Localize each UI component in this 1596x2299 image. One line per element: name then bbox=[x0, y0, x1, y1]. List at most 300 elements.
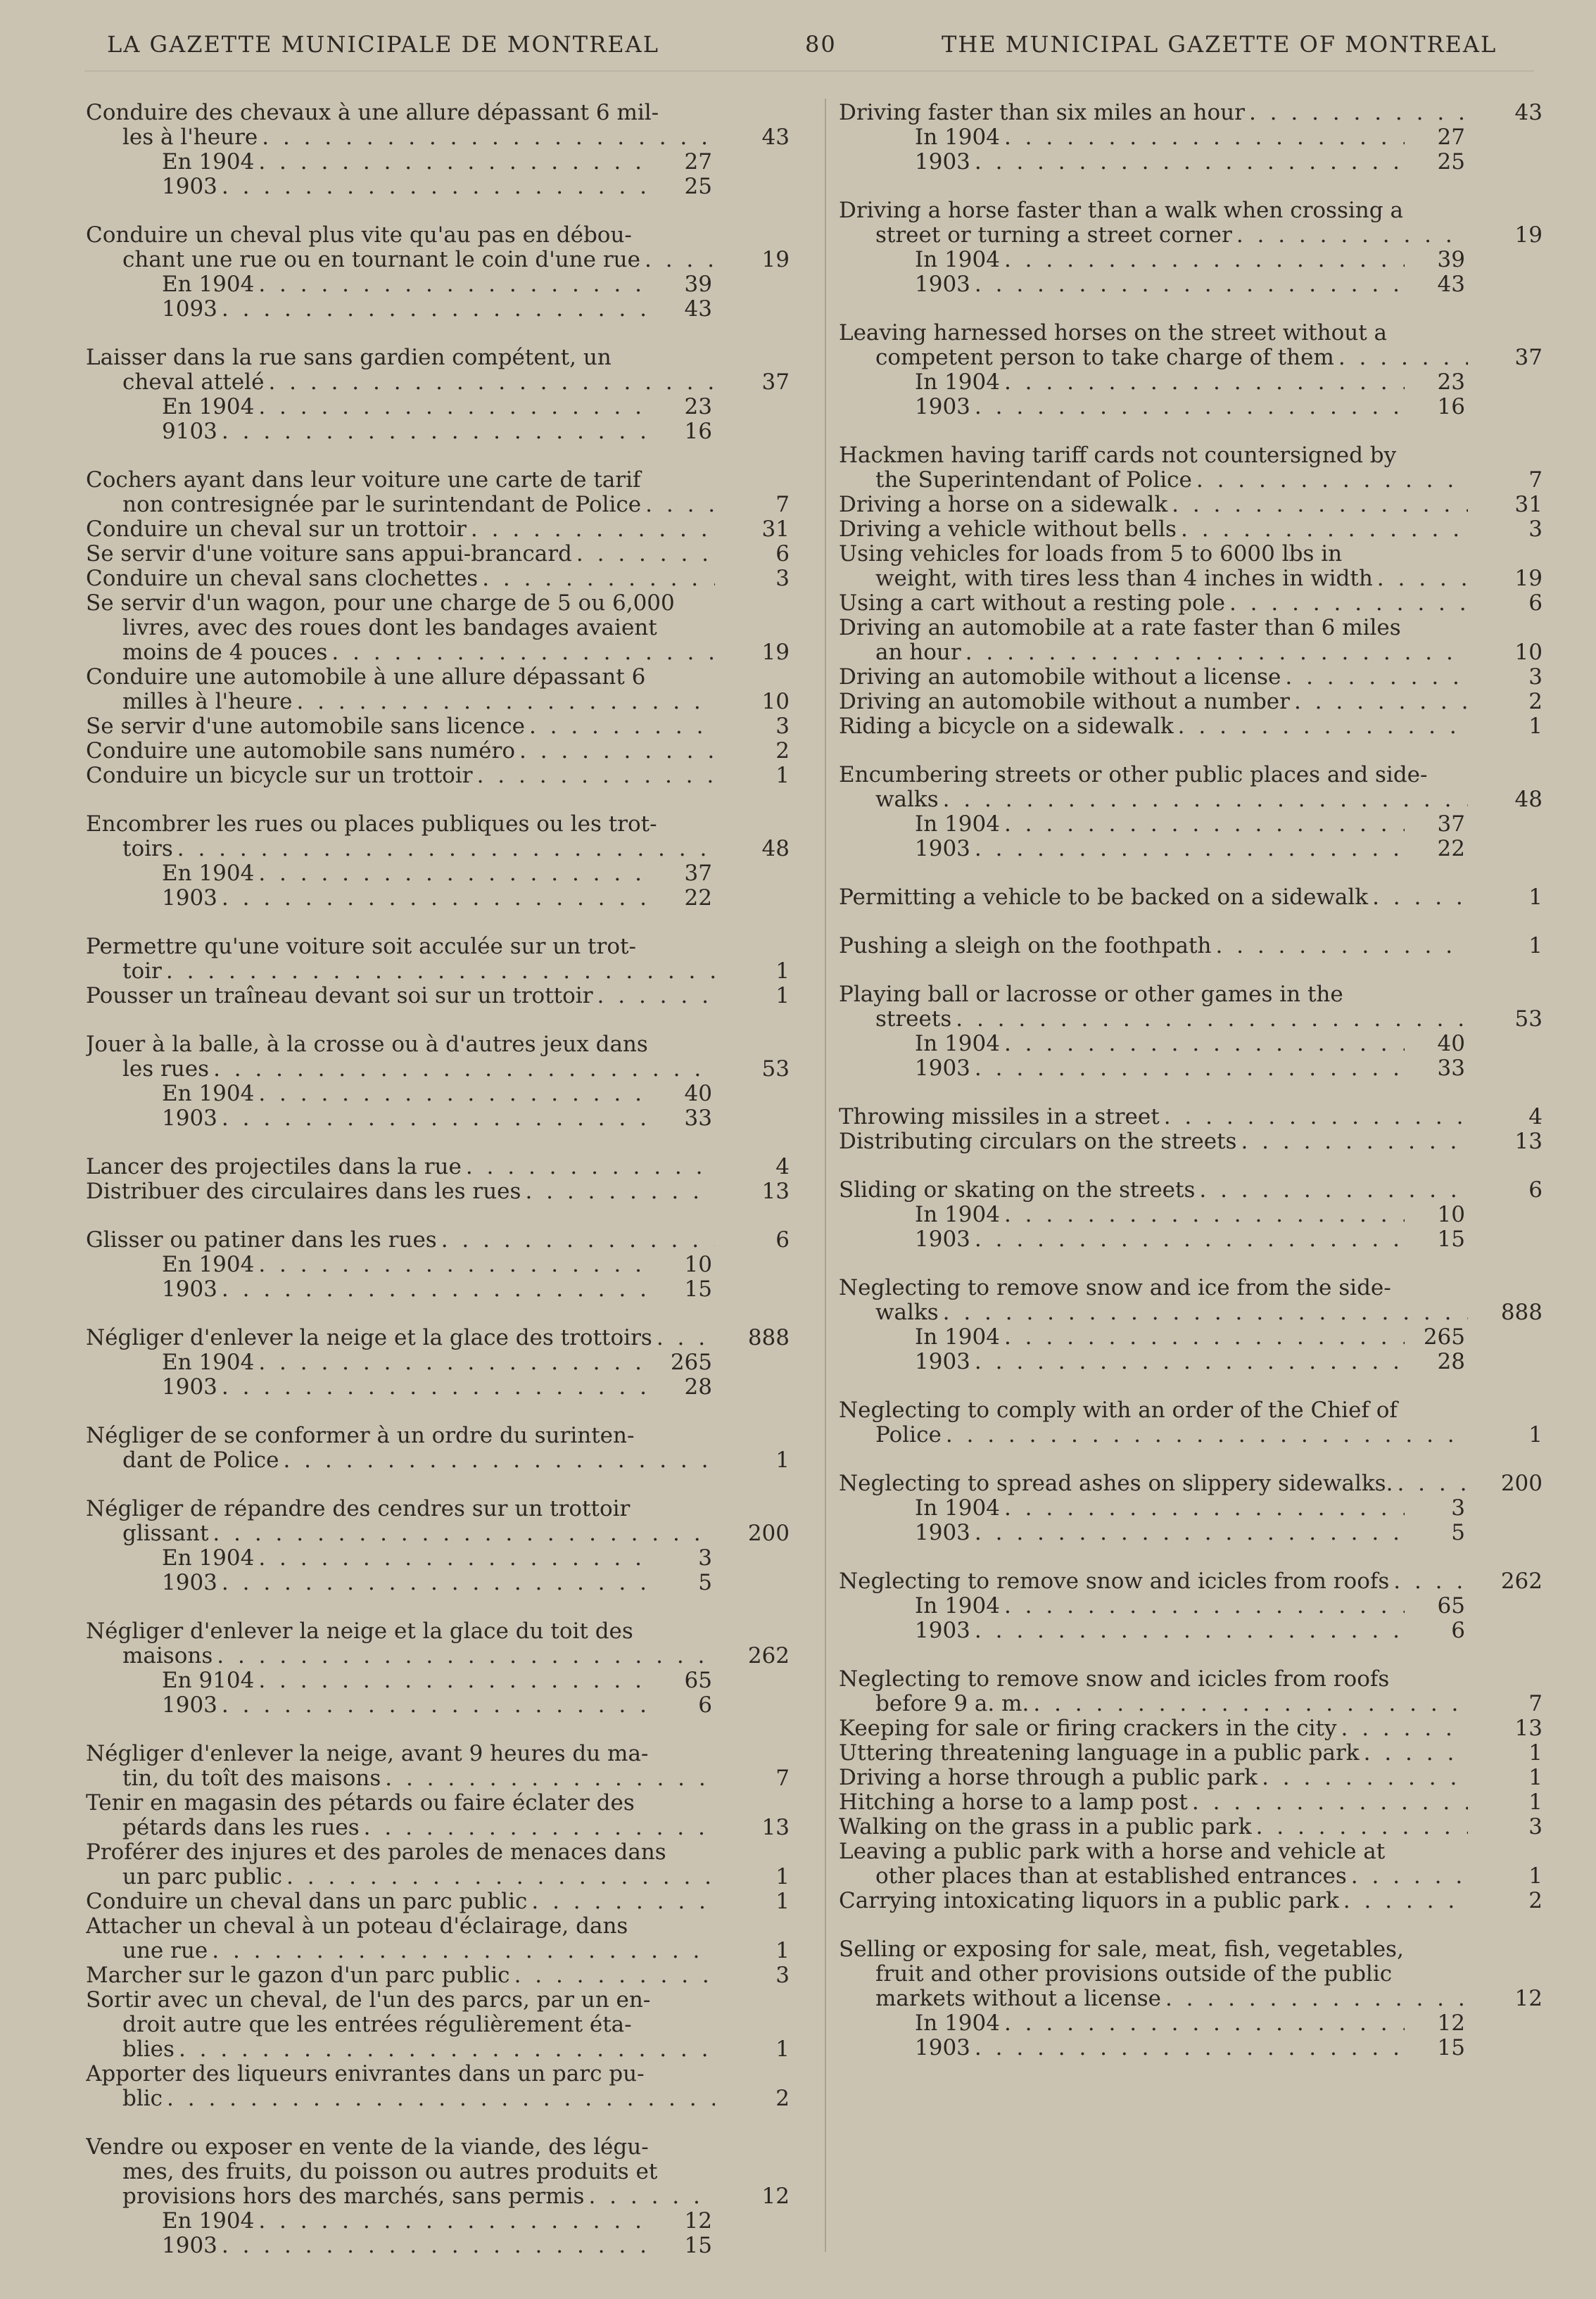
offence-line-with-total bbox=[839, 1300, 1543, 1325]
year-label: In 1904 bbox=[915, 1594, 1000, 1619]
offence-line-with-total bbox=[86, 248, 790, 272]
year-row bbox=[86, 297, 712, 322]
year-count: 40 bbox=[1437, 1032, 1465, 1056]
offence-line-with-total bbox=[839, 1129, 1543, 1154]
offence-text: Driving an automobile without a number bbox=[839, 690, 1290, 714]
year-count: 25 bbox=[1437, 150, 1465, 175]
dot-leader bbox=[222, 886, 652, 911]
offence-line bbox=[86, 1424, 790, 1448]
year-label: En 1904 bbox=[162, 1350, 255, 1375]
dot-leader bbox=[177, 837, 715, 861]
dot-leader bbox=[179, 2037, 715, 2062]
offence-text: weight, with tires less than 4 inches in width bbox=[875, 566, 1373, 591]
offence-total: 43 bbox=[1514, 101, 1543, 125]
year-count: 22 bbox=[1437, 837, 1465, 861]
offence-entry bbox=[839, 885, 1543, 910]
offence-line-with-total bbox=[839, 1790, 1543, 1815]
dot-leader bbox=[1364, 1741, 1468, 1766]
year-count: 23 bbox=[1437, 370, 1465, 395]
offence-line bbox=[86, 2135, 790, 2160]
offence-text: un parc public bbox=[122, 1865, 282, 1889]
dot-leader bbox=[943, 787, 1468, 812]
offence-entry bbox=[839, 443, 1543, 493]
dot-leader bbox=[1377, 566, 1468, 591]
offence-line bbox=[86, 935, 790, 959]
dot-leader bbox=[645, 248, 715, 272]
offence-line-with-total bbox=[839, 566, 1543, 591]
offence-total: 1 bbox=[775, 2037, 790, 2062]
offence-entry bbox=[839, 198, 1543, 297]
year-count: 15 bbox=[1437, 1227, 1465, 1252]
offence-line-with-total bbox=[839, 1471, 1543, 1496]
offence-text: Tenir en magasin des pétards ou faire éclater des bbox=[86, 1791, 635, 1816]
year-row bbox=[839, 1203, 1465, 1227]
dot-leader bbox=[1004, 2011, 1405, 2036]
offence-line-with-total bbox=[86, 1865, 790, 1889]
year-label: In 1904 bbox=[915, 812, 1000, 837]
dot-leader bbox=[514, 1963, 715, 1988]
year-row bbox=[839, 1056, 1465, 1081]
dot-leader bbox=[222, 2234, 652, 2258]
year-label: 1903 bbox=[915, 1619, 970, 1643]
year-row bbox=[839, 272, 1465, 297]
year-label: 1903 bbox=[915, 395, 970, 419]
year-count: 3 bbox=[1451, 1496, 1465, 1521]
dot-leader bbox=[943, 1300, 1468, 1325]
offence-text: Neglecting to remove snow and icicles from roofs bbox=[839, 1569, 1390, 1594]
offence-entry bbox=[86, 984, 790, 1008]
offence-text: milles à l'heure bbox=[122, 690, 293, 714]
dot-leader bbox=[519, 739, 715, 764]
offence-entry bbox=[839, 493, 1543, 517]
offence-line-with-total bbox=[839, 1105, 1543, 1129]
offence-entry bbox=[86, 2135, 790, 2258]
offence-text: Conduire un cheval sans clochettes bbox=[86, 566, 479, 591]
offence-text: Conduire des chevaux à une allure dépassant 6 mil- bbox=[86, 101, 659, 125]
year-label: En 1904 bbox=[162, 1082, 255, 1106]
dot-leader bbox=[975, 395, 1405, 419]
offence-total: 13 bbox=[761, 1816, 790, 1840]
year-count: 27 bbox=[1437, 125, 1465, 150]
offence-line-with-total bbox=[839, 640, 1543, 665]
offence-line-with-total bbox=[86, 690, 790, 714]
year-label: In 1904 bbox=[915, 2011, 1000, 2036]
dot-leader bbox=[258, 395, 652, 419]
offence-line-with-total bbox=[839, 1741, 1543, 1766]
dot-leader bbox=[1178, 714, 1468, 739]
offence-text: Hackmen having tariff cards not countersigned by bbox=[839, 443, 1397, 468]
offence-total: 1 bbox=[775, 1939, 790, 1963]
offence-line-with-total bbox=[86, 542, 790, 566]
offence-text: streets bbox=[875, 1007, 952, 1032]
dot-leader bbox=[222, 1277, 652, 1302]
offence-total: 1 bbox=[1528, 1766, 1543, 1790]
offence-total: 10 bbox=[761, 690, 790, 714]
year-row bbox=[86, 150, 712, 175]
offence-total: 1 bbox=[775, 1448, 790, 1473]
dot-leader bbox=[645, 493, 715, 517]
offence-text: droit autre que les entrées régulièrement éta- bbox=[122, 2013, 632, 2037]
year-label: En 1904 bbox=[162, 1546, 255, 1571]
header-french-title: LA GAZETTE MUNICIPALE DE MONTREAL bbox=[107, 31, 659, 58]
dot-leader bbox=[212, 1939, 715, 1963]
dot-leader bbox=[1004, 125, 1405, 150]
year-label: En 1904 bbox=[162, 861, 255, 886]
offence-entry bbox=[86, 739, 790, 764]
dot-leader bbox=[1256, 1815, 1468, 1839]
offence-total: 3 bbox=[775, 714, 790, 739]
dot-leader bbox=[529, 714, 715, 739]
offence-entry bbox=[86, 1963, 790, 1988]
year-label: En 1904 bbox=[162, 1253, 255, 1277]
year-count: 265 bbox=[670, 1350, 712, 1375]
offence-entry bbox=[86, 346, 790, 444]
offence-entry bbox=[86, 1988, 790, 2062]
dot-leader bbox=[1165, 1987, 1468, 2011]
offence-line-with-total bbox=[839, 1569, 1543, 1594]
offence-text: Walking on the grass in a public park bbox=[839, 1815, 1252, 1839]
offence-total: 19 bbox=[761, 640, 790, 665]
year-label: 1903 bbox=[162, 1277, 217, 1302]
offence-total: 31 bbox=[1514, 493, 1543, 517]
offence-entry bbox=[839, 1815, 1543, 1839]
offence-line-with-total bbox=[86, 837, 790, 861]
offence-text: maisons bbox=[122, 1644, 213, 1668]
offence-entry bbox=[86, 101, 790, 199]
offence-total: 6 bbox=[775, 542, 790, 566]
offence-total: 262 bbox=[1500, 1569, 1543, 1594]
offence-text: competent person to take charge of them bbox=[875, 346, 1334, 370]
offence-line bbox=[839, 1276, 1543, 1300]
offence-entry bbox=[839, 591, 1543, 616]
dot-leader bbox=[1004, 248, 1405, 272]
offence-text: une rue bbox=[122, 1939, 208, 1963]
offence-line bbox=[86, 2160, 790, 2184]
english-column bbox=[839, 101, 1543, 2060]
dot-leader bbox=[258, 1546, 652, 1571]
dot-leader bbox=[477, 764, 715, 788]
offence-line-with-total bbox=[839, 517, 1543, 542]
offence-text: Négliger de répandre des cendres sur un trottoir bbox=[86, 1497, 631, 1521]
offence-total: 1 bbox=[1528, 714, 1543, 739]
dot-leader bbox=[1033, 1692, 1468, 1716]
offence-total: 3 bbox=[1528, 1815, 1543, 1839]
year-label: En 1904 bbox=[162, 395, 255, 419]
offence-text: Encumbering streets or other public places and side- bbox=[839, 763, 1428, 787]
dot-leader bbox=[588, 2184, 715, 2209]
offence-entry bbox=[86, 1914, 790, 1963]
offence-line bbox=[86, 346, 790, 370]
offence-text: les à l'heure bbox=[122, 125, 258, 150]
offence-entry bbox=[86, 764, 790, 788]
dot-leader bbox=[1285, 665, 1468, 690]
offence-text: Glisser ou patiner dans les rues bbox=[86, 1228, 437, 1253]
offence-total: 1 bbox=[1528, 1741, 1543, 1766]
dot-leader bbox=[258, 861, 652, 886]
offence-total: 3 bbox=[1528, 665, 1543, 690]
dot-leader bbox=[167, 2086, 715, 2111]
offence-total: 2 bbox=[775, 739, 790, 764]
offence-total: 2 bbox=[1528, 690, 1543, 714]
offence-entry bbox=[839, 1276, 1543, 1374]
offence-entry bbox=[839, 1790, 1543, 1815]
year-row bbox=[839, 1521, 1465, 1545]
offence-text: glissant bbox=[122, 1521, 209, 1546]
offence-text: pétards dans les rues bbox=[122, 1816, 360, 1840]
year-label: 1903 bbox=[915, 272, 970, 297]
year-label: 1903 bbox=[162, 1106, 217, 1131]
offence-line-with-total bbox=[839, 690, 1543, 714]
offence-text: blies bbox=[122, 2037, 175, 2062]
offence-entry bbox=[86, 2062, 790, 2111]
year-label: In 1904 bbox=[915, 248, 1000, 272]
dot-leader bbox=[1262, 1766, 1468, 1790]
offence-text: Distributing circulars on the streets bbox=[839, 1129, 1237, 1154]
year-count: 15 bbox=[1437, 2036, 1465, 2060]
offence-line-with-total bbox=[86, 1644, 790, 1668]
offence-line-with-total bbox=[839, 665, 1543, 690]
offence-text: Driving an automobile without a license bbox=[839, 665, 1281, 690]
offence-entry bbox=[86, 223, 790, 322]
page-number: 80 bbox=[805, 31, 837, 58]
offence-total: 43 bbox=[761, 125, 790, 150]
year-count: 5 bbox=[698, 1571, 712, 1595]
offence-line bbox=[86, 1840, 790, 1865]
offence-text: mes, des fruits, du poisson ou autres produits et bbox=[122, 2160, 658, 2184]
offence-line bbox=[839, 1667, 1543, 1692]
dot-leader bbox=[364, 1816, 715, 1840]
dot-leader bbox=[1393, 1569, 1468, 1594]
offence-text: Playing ball or lacrosse or other games in the bbox=[839, 982, 1343, 1007]
offence-line-with-total bbox=[839, 1692, 1543, 1716]
offence-line bbox=[839, 198, 1543, 223]
offence-text: Conduire un bicycle sur un trottoir bbox=[86, 764, 473, 788]
offence-entry bbox=[839, 1937, 1543, 2060]
year-label: 1903 bbox=[915, 1056, 970, 1081]
offence-text: provisions hors des marchés, sans permis bbox=[122, 2184, 585, 2209]
dot-leader bbox=[222, 1693, 652, 1718]
offence-total: 200 bbox=[1500, 1471, 1543, 1496]
dot-leader bbox=[975, 1056, 1405, 1081]
year-row bbox=[86, 886, 712, 911]
offence-line-with-total bbox=[839, 101, 1543, 125]
offence-line-with-total bbox=[839, 1889, 1543, 1913]
offence-text: Sliding or skating on the streets bbox=[839, 1178, 1196, 1203]
dot-leader bbox=[975, 837, 1405, 861]
year-row bbox=[86, 395, 712, 419]
offence-text: Sortir avec un cheval, de l'un des parcs, par un en- bbox=[86, 1988, 651, 2013]
offence-entry bbox=[86, 1619, 790, 1718]
offence-line-with-total bbox=[839, 1716, 1543, 1741]
dot-leader bbox=[1004, 1496, 1405, 1521]
offence-line-with-total bbox=[839, 1766, 1543, 1790]
offence-line bbox=[86, 812, 790, 837]
dot-leader bbox=[1181, 517, 1468, 542]
offence-total: 12 bbox=[761, 2184, 790, 2209]
year-count: 265 bbox=[1423, 1325, 1465, 1350]
offence-text: Carrying intoxicating liquors in a public park bbox=[839, 1889, 1339, 1913]
dot-leader bbox=[213, 1521, 715, 1546]
offence-entry bbox=[839, 1105, 1543, 1129]
offence-line-with-total bbox=[839, 346, 1543, 370]
offence-text: cheval attelé bbox=[122, 370, 265, 395]
offence-entry bbox=[839, 934, 1543, 958]
offence-line-with-total bbox=[86, 984, 790, 1008]
offence-text: Leaving a public park with a horse and vehicle at bbox=[839, 1839, 1386, 1864]
offence-text: Négliger d'enlever la neige, avant 9 heures du ma- bbox=[86, 1742, 649, 1766]
year-label: In 1904 bbox=[915, 1032, 1000, 1056]
offence-entry bbox=[839, 1178, 1543, 1252]
offence-entry bbox=[839, 690, 1543, 714]
offence-line bbox=[86, 1619, 790, 1644]
offence-line bbox=[86, 223, 790, 248]
year-count: 43 bbox=[1437, 272, 1465, 297]
offence-total: 2 bbox=[775, 2086, 790, 2111]
offence-line-with-total bbox=[86, 1179, 790, 1204]
year-row bbox=[839, 1325, 1465, 1350]
dot-leader bbox=[975, 1227, 1405, 1252]
offence-entry bbox=[86, 812, 790, 911]
offence-entry bbox=[86, 1179, 790, 1204]
dot-leader bbox=[1004, 1203, 1405, 1227]
offence-line-with-total bbox=[86, 2037, 790, 2062]
offence-text: Pushing a sleigh on the foothpath bbox=[839, 934, 1212, 958]
year-row bbox=[839, 1496, 1465, 1521]
offence-entry bbox=[839, 101, 1543, 175]
dot-leader bbox=[1351, 1864, 1468, 1889]
dot-leader bbox=[1241, 1129, 1468, 1154]
year-label: 1093 bbox=[162, 297, 217, 322]
year-label: 1903 bbox=[162, 1375, 217, 1400]
year-row bbox=[839, 1619, 1465, 1643]
offence-entry bbox=[86, 1424, 790, 1473]
offence-text: Conduire une automobile à une allure dépassant 6 bbox=[86, 665, 646, 690]
offence-line bbox=[839, 1398, 1543, 1423]
year-label: En 1904 bbox=[162, 272, 255, 297]
year-count: 12 bbox=[1437, 2011, 1465, 2036]
offence-text: Police bbox=[875, 1423, 942, 1448]
offence-total: 48 bbox=[1514, 787, 1543, 812]
dot-leader bbox=[1236, 223, 1468, 248]
offence-entry bbox=[86, 935, 790, 984]
dot-leader bbox=[213, 1057, 715, 1082]
offence-text: Driving a horse faster than a walk when crossing a bbox=[839, 198, 1403, 223]
offence-entry bbox=[839, 1839, 1543, 1889]
offence-text: Using a cart without a resting pole bbox=[839, 591, 1225, 616]
offence-line bbox=[86, 1791, 790, 1816]
year-label: In 1904 bbox=[915, 1496, 1000, 1521]
dot-leader bbox=[576, 542, 715, 566]
offence-line-with-total bbox=[839, 1178, 1543, 1203]
offence-text: Pousser un traîneau devant soi sur un trottoir bbox=[86, 984, 593, 1008]
year-row bbox=[86, 175, 712, 199]
dot-leader bbox=[597, 984, 715, 1008]
offence-text: Se servir d'un wagon, pour une charge de 5 ou 6,000 bbox=[86, 591, 675, 616]
offence-total: 262 bbox=[747, 1644, 790, 1668]
dot-leader bbox=[975, 1619, 1405, 1643]
offence-total: 1 bbox=[775, 984, 790, 1008]
offence-text: Driving a horse through a public park bbox=[839, 1766, 1258, 1790]
offence-entry bbox=[839, 1889, 1543, 1913]
header-english-title: THE MUNICIPAL GAZETTE OF MONTREAL bbox=[942, 31, 1497, 58]
year-row bbox=[839, 125, 1465, 150]
offence-text: walks bbox=[875, 787, 939, 812]
offence-line-with-total bbox=[86, 493, 790, 517]
dot-leader bbox=[657, 1326, 715, 1350]
offence-entry bbox=[86, 1228, 790, 1302]
year-row bbox=[839, 1350, 1465, 1374]
year-row bbox=[839, 1227, 1465, 1252]
offence-text: livres, avec des roues dont les bandages avaient bbox=[122, 616, 657, 640]
dot-leader bbox=[1004, 1594, 1405, 1619]
year-count: 37 bbox=[1437, 812, 1465, 837]
offence-text: the Superintendant of Police bbox=[875, 468, 1192, 493]
offence-total: 888 bbox=[747, 1326, 790, 1350]
dot-leader bbox=[441, 1228, 715, 1253]
offence-total: 37 bbox=[1514, 346, 1543, 370]
dot-leader bbox=[975, 1521, 1405, 1545]
offence-line bbox=[86, 665, 790, 690]
offence-entry bbox=[839, 616, 1543, 665]
offence-text: Neglecting to comply with an order of the Chief of bbox=[839, 1398, 1398, 1423]
offence-line bbox=[839, 982, 1543, 1007]
year-row bbox=[86, 1375, 712, 1400]
year-count: 15 bbox=[684, 1277, 712, 1302]
offence-line bbox=[839, 542, 1543, 566]
offence-line bbox=[86, 1497, 790, 1521]
year-row bbox=[86, 1668, 712, 1693]
offence-line-with-total bbox=[86, 517, 790, 542]
offence-text: walks bbox=[875, 1300, 939, 1325]
offence-entry bbox=[86, 665, 790, 714]
year-count: 5 bbox=[1451, 1521, 1465, 1545]
offence-line bbox=[839, 321, 1543, 346]
offence-line-with-total bbox=[86, 566, 790, 591]
offence-text: toirs bbox=[122, 837, 173, 861]
year-count: 43 bbox=[684, 297, 712, 322]
offence-line-with-total bbox=[86, 640, 790, 665]
offence-text: Conduire un cheval dans un parc public bbox=[86, 1889, 528, 1914]
year-count: 6 bbox=[1451, 1619, 1465, 1643]
year-row bbox=[86, 1106, 712, 1131]
year-count: 6 bbox=[698, 1693, 712, 1718]
offence-line-with-total bbox=[839, 493, 1543, 517]
dot-leader bbox=[1192, 1790, 1468, 1815]
offence-text: Cochers ayant dans leur voiture une carte de tarif bbox=[86, 468, 641, 493]
dot-leader bbox=[222, 1375, 652, 1400]
offence-line-with-total bbox=[86, 370, 790, 395]
offence-entry bbox=[839, 517, 1543, 542]
offence-entry bbox=[839, 714, 1543, 739]
offence-text: Conduire un cheval sur un trottoir bbox=[86, 517, 467, 542]
offence-line-with-total bbox=[839, 714, 1543, 739]
offence-text: Conduire une automobile sans numéro bbox=[86, 739, 515, 764]
year-label: 1903 bbox=[162, 1693, 217, 1718]
offence-text: Négliger de se conformer à un ordre du surinten- bbox=[86, 1424, 635, 1448]
year-count: 10 bbox=[1437, 1203, 1465, 1227]
offence-text: Négliger d'enlever la neige et la glace du toit des bbox=[86, 1619, 633, 1644]
offence-line-with-total bbox=[86, 764, 790, 788]
year-count: 10 bbox=[684, 1253, 712, 1277]
column-divider bbox=[825, 99, 826, 2252]
dot-leader bbox=[222, 1106, 652, 1131]
offence-total: 6 bbox=[1528, 1178, 1543, 1203]
year-label: En 1904 bbox=[162, 150, 255, 175]
offence-total: 1 bbox=[1528, 1790, 1543, 1815]
offence-line-with-total bbox=[86, 1326, 790, 1350]
offence-entry bbox=[86, 1032, 790, 1131]
offence-line-with-total bbox=[86, 714, 790, 739]
